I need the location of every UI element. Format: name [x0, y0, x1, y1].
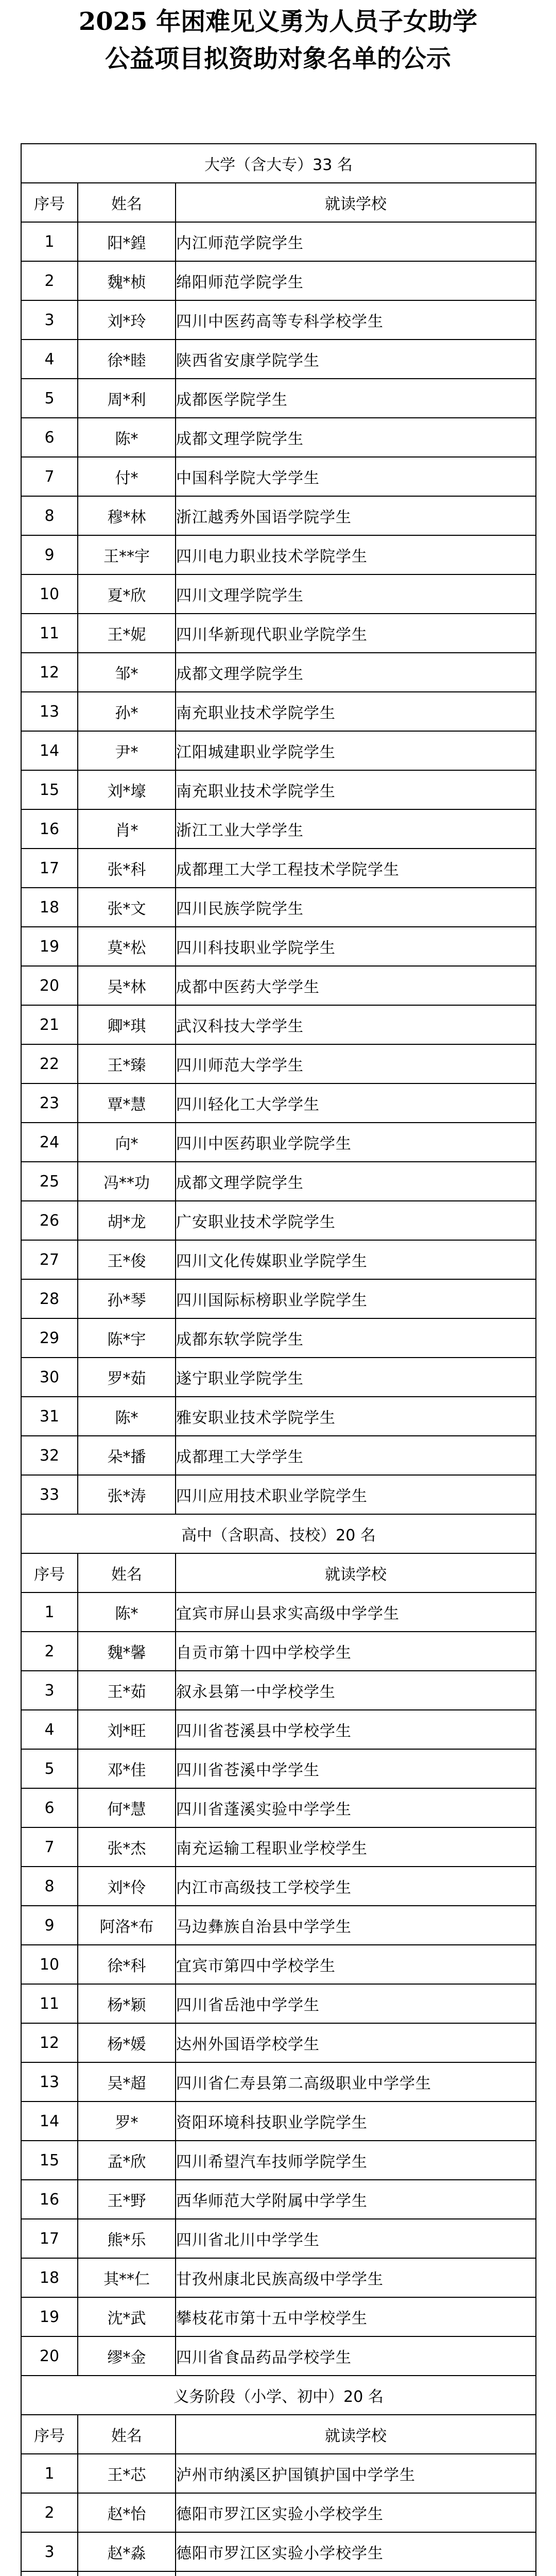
serial-number-cell: 30 [21, 1358, 78, 1397]
table-row [21, 2062, 536, 2102]
table-row [21, 809, 536, 849]
table-row [21, 1162, 536, 1201]
school-cell: 达州外国语学校学生 [176, 2023, 536, 2062]
serial-number-cell: 3 [21, 2532, 78, 2571]
student-name-cell: 熊*乐 [78, 2219, 176, 2258]
table-row [21, 1044, 536, 1083]
school-cell: 雅安职业技术学院学生 [176, 1397, 536, 1436]
table-row [21, 1358, 536, 1397]
student-name-cell: 陈* [78, 1592, 176, 1632]
table-row [21, 340, 536, 379]
school-cell: 成都理工大学学生 [176, 1436, 536, 1475]
table-row [21, 2141, 536, 2180]
student-name-cell: 阳*鍠 [78, 222, 176, 261]
serial-number-cell: 17 [21, 2219, 78, 2258]
student-name-cell: 覃*慧 [78, 1083, 176, 1123]
school-cell: 四川省食品药品学校学生 [176, 2336, 536, 2376]
school-cell: 内江市高级技工学校学生 [176, 1867, 536, 1906]
serial-number-cell: 1 [21, 1592, 78, 1632]
school-cell: 成都理工大学工程技术学院学生 [176, 849, 536, 888]
school-cell: 成都医学院学生 [176, 379, 536, 418]
serial-number-cell: 24 [21, 1123, 78, 1162]
student-name-cell: 邓*佳 [78, 1749, 176, 1788]
school-cell: 武汉科技大学学生 [176, 1005, 536, 1044]
student-name-cell: 朵*播 [78, 1436, 176, 1475]
serial-number-cell: 20 [21, 966, 78, 1005]
school-cell: 西华师范大学附属中学学生 [176, 2180, 536, 2219]
serial-number-cell: 2 [21, 2493, 78, 2532]
student-name-cell: 缪*金 [78, 2336, 176, 2376]
serial-number-cell [21, 2571, 78, 2576]
student-name-cell: 陈*宇 [78, 1318, 176, 1358]
school-cell: 叙永县第一中学校学生 [176, 1671, 536, 1710]
table-row [21, 1984, 536, 2023]
table-row [21, 379, 536, 418]
table-row [21, 261, 536, 300]
serial-number-cell: 19 [21, 2297, 78, 2336]
student-name-cell: 杨*媛 [78, 2023, 176, 2062]
serial-number-cell: 14 [21, 2102, 78, 2141]
header-serial-number: 序号 [21, 183, 78, 222]
student-name-cell: 卿*琪 [78, 1005, 176, 1044]
school-cell: 四川民族学院学生 [176, 888, 536, 927]
serial-number-cell: 29 [21, 1318, 78, 1358]
student-name-cell: 邹* [78, 653, 176, 692]
serial-number-cell: 1 [21, 2454, 78, 2493]
school-cell: 南充运输工程职业学校学生 [176, 1827, 536, 1867]
serial-number-cell: 10 [21, 1945, 78, 1984]
serial-number-cell: 18 [21, 2258, 78, 2297]
student-name-cell: 徐*睦 [78, 340, 176, 379]
school-cell: 成都东软学院学生 [176, 1318, 536, 1358]
header-name: 姓名 [78, 2415, 176, 2454]
school-cell: 宜宾市第四中学校学生 [176, 1945, 536, 1984]
serial-number-cell: 10 [21, 574, 78, 614]
school-cell: 四川轻化工大学学生 [176, 1083, 536, 1123]
school-cell: 中国科学院大学学生 [176, 457, 536, 496]
serial-number-cell: 12 [21, 2023, 78, 2062]
student-name-cell: 向* [78, 1123, 176, 1162]
section-title-row [21, 2376, 536, 2415]
table-row [21, 2532, 536, 2571]
student-name-cell: 尹* [78, 731, 176, 770]
table-row [21, 574, 536, 614]
student-name-cell: 吴*林 [78, 966, 176, 1005]
serial-number-cell: 2 [21, 1632, 78, 1671]
section-title: 大学（含大专）33 名 [21, 144, 536, 183]
table-row [21, 457, 536, 496]
student-name-cell: 陈* [78, 1397, 176, 1436]
student-name-cell: 穆*林 [78, 496, 176, 535]
student-name-cell: 张*涛 [78, 1475, 176, 1514]
table-row [21, 2102, 536, 2141]
student-name-cell: 刘*伶 [78, 1867, 176, 1906]
school-cell: 四川文化传媒职业学院学生 [176, 1240, 536, 1279]
table-row [21, 1083, 536, 1123]
table-row [21, 1279, 536, 1318]
school-cell: 四川电力职业技术学院学生 [176, 535, 536, 574]
notice-title-line-2: 公益项目拟资助对象名单的公示 [105, 44, 451, 73]
serial-number-cell: 32 [21, 1436, 78, 1475]
serial-number-cell: 8 [21, 496, 78, 535]
table-row [21, 927, 536, 966]
student-name-cell: 王*妮 [78, 614, 176, 653]
student-name-cell: 刘*旺 [78, 1710, 176, 1749]
header-serial-number: 序号 [21, 1553, 78, 1592]
table-row [21, 770, 536, 809]
serial-number-cell: 27 [21, 1240, 78, 1279]
school-cell: 南充职业技术学院学生 [176, 770, 536, 809]
school-cell: 甘孜州康北民族高级中学学生 [176, 2258, 536, 2297]
table-row [21, 1475, 536, 1514]
school-cell: 四川希望汽车技师学院学生 [176, 2141, 536, 2180]
student-name-cell: 何*慧 [78, 1788, 176, 1827]
school-cell: 自贡市第十四中学校学生 [176, 1632, 536, 1671]
student-name-cell: 冯**功 [78, 1162, 176, 1201]
table-row [21, 614, 536, 653]
student-name-cell: 孙*琴 [78, 1279, 176, 1318]
student-name-cell: 王*臻 [78, 1044, 176, 1083]
table-row [21, 2219, 536, 2258]
serial-number-cell: 4 [21, 340, 78, 379]
serial-number-cell: 7 [21, 457, 78, 496]
school-cell: 绵阳师范学院学生 [176, 261, 536, 300]
serial-number-cell: 4 [21, 1710, 78, 1749]
student-name-cell: 周*利 [78, 379, 176, 418]
student-name-cell [78, 2571, 176, 2576]
school-cell: 成都文理学院学生 [176, 418, 536, 457]
student-name-cell: 肖* [78, 809, 176, 849]
school-cell: 南充职业技术学院学生 [176, 692, 536, 731]
table-row [21, 653, 536, 692]
serial-number-cell: 25 [21, 1162, 78, 1201]
school-cell: 四川科技职业学院学生 [176, 927, 536, 966]
student-name-cell: 赵*怡 [78, 2493, 176, 2532]
table-row [21, 1788, 536, 1827]
serial-number-cell: 17 [21, 849, 78, 888]
serial-number-cell: 21 [21, 1005, 78, 1044]
serial-number-cell: 5 [21, 379, 78, 418]
table-row [21, 300, 536, 340]
header-name: 姓名 [78, 1553, 176, 1592]
school-cell: 浙江工业大学学生 [176, 809, 536, 849]
table-row [21, 222, 536, 261]
serial-number-cell: 13 [21, 2062, 78, 2102]
section-title: 义务阶段（小学、初中）20 名 [21, 2376, 536, 2415]
school-cell: 泸州市纳溪区护国镇护国中学学生 [176, 2454, 536, 2493]
table-row [21, 1632, 536, 1671]
student-name-cell: 夏*欣 [78, 574, 176, 614]
student-name-cell: 吴*超 [78, 2062, 176, 2102]
student-name-cell: 张*文 [78, 888, 176, 927]
header-name: 姓名 [78, 183, 176, 222]
section-title-row [21, 1514, 536, 1553]
table-row [21, 966, 536, 1005]
serial-number-cell: 11 [21, 614, 78, 653]
table-row [21, 1436, 536, 1475]
table-row [21, 1906, 536, 1945]
table-row [21, 2493, 536, 2532]
student-name-cell: 刘*玲 [78, 300, 176, 340]
school-cell: 成都文理学院学生 [176, 1162, 536, 1201]
student-name-cell: 陈* [78, 418, 176, 457]
school-cell: 马边彝族自治县中学学生 [176, 1906, 536, 1945]
school-cell: 德阳市罗江区实验小学校学生 [176, 2532, 536, 2571]
table-row [21, 1240, 536, 1279]
notice-title-line-1: 2025 年困难见义勇为人员子女助学 [78, 7, 478, 36]
school-cell: 内江师范学院学生 [176, 222, 536, 261]
serial-number-cell: 6 [21, 1788, 78, 1827]
school-cell: 四川中医药高等专科学校学生 [176, 300, 536, 340]
student-name-cell: 罗* [78, 2102, 176, 2141]
serial-number-cell: 13 [21, 692, 78, 731]
serial-number-cell: 15 [21, 770, 78, 809]
serial-number-cell: 23 [21, 1083, 78, 1123]
student-name-cell: 刘*壕 [78, 770, 176, 809]
student-name-cell: 张*杰 [78, 1827, 176, 1867]
school-cell: 广安职业技术学院学生 [176, 1201, 536, 1240]
student-name-cell: 赵*淼 [78, 2532, 176, 2571]
school-cell: 四川中医药职业学院学生 [176, 1123, 536, 1162]
school-cell: 四川省蓬溪实验中学学生 [176, 1788, 536, 1827]
school-cell: 成都文理学院学生 [176, 653, 536, 692]
serial-number-cell: 16 [21, 2180, 78, 2219]
serial-number-cell: 8 [21, 1867, 78, 1906]
serial-number-cell: 6 [21, 418, 78, 457]
school-cell: 成都中医药大学学生 [176, 966, 536, 1005]
serial-number-cell: 12 [21, 653, 78, 692]
column-header-row [21, 183, 536, 222]
table-row [21, 418, 536, 457]
serial-number-cell: 18 [21, 888, 78, 927]
serial-number-cell: 7 [21, 1827, 78, 1867]
student-name-cell: 魏*桢 [78, 261, 176, 300]
table-row [21, 2571, 536, 2576]
table-row [21, 2023, 536, 2062]
student-name-cell: 王*俊 [78, 1240, 176, 1279]
student-name-cell: 其**仁 [78, 2258, 176, 2297]
serial-number-cell: 5 [21, 1749, 78, 1788]
serial-number-cell: 9 [21, 1906, 78, 1945]
section-title: 高中（含职高、技校）20 名 [21, 1514, 536, 1553]
serial-number-cell: 9 [21, 535, 78, 574]
serial-number-cell: 3 [21, 300, 78, 340]
school-cell: 四川省苍溪中学学生 [176, 1749, 536, 1788]
column-header-row [21, 1553, 536, 1592]
serial-number-cell: 11 [21, 1984, 78, 2023]
school-cell: 资阳环境科技职业学院学生 [176, 2102, 536, 2141]
school-cell: 四川省仁寿县第二高级职业中学学生 [176, 2062, 536, 2102]
serial-number-cell: 26 [21, 1201, 78, 1240]
student-name-cell: 徐*科 [78, 1945, 176, 1984]
student-name-cell: 孙* [78, 692, 176, 731]
student-name-cell: 杨*颖 [78, 1984, 176, 2023]
student-name-cell: 莫*松 [78, 927, 176, 966]
table-row [21, 1867, 536, 1906]
school-cell: 浙江越秀外国语学院学生 [176, 496, 536, 535]
table-row [21, 1201, 536, 1240]
column-header-row [21, 2415, 536, 2454]
table-row [21, 2336, 536, 2376]
serial-number-cell: 14 [21, 731, 78, 770]
table-row [21, 1123, 536, 1162]
table-row [21, 496, 536, 535]
school-cell: 攀枝花市第十五中学校学生 [176, 2297, 536, 2336]
school-cell [176, 2571, 536, 2576]
school-cell: 四川华新现代职业学院学生 [176, 614, 536, 653]
table-row [21, 2258, 536, 2297]
table-row [21, 888, 536, 927]
table-row [21, 2297, 536, 2336]
school-cell: 四川省北川中学学生 [176, 2219, 536, 2258]
serial-number-cell: 15 [21, 2141, 78, 2180]
serial-number-cell: 31 [21, 1397, 78, 1436]
school-cell: 江阳城建职业学院学生 [176, 731, 536, 770]
school-cell: 四川文理学院学生 [176, 574, 536, 614]
table-row [21, 1749, 536, 1788]
table-row [21, 692, 536, 731]
school-cell: 陕西省安康学院学生 [176, 340, 536, 379]
table-row [21, 1592, 536, 1632]
table-row [21, 2454, 536, 2493]
serial-number-cell: 1 [21, 222, 78, 261]
student-name-cell: 胡*龙 [78, 1201, 176, 1240]
school-cell: 四川国际标榜职业学院学生 [176, 1279, 536, 1318]
serial-number-cell: 19 [21, 927, 78, 966]
table-row [21, 1005, 536, 1044]
table-row [21, 1710, 536, 1749]
student-name-cell: 王*野 [78, 2180, 176, 2219]
serial-number-cell: 33 [21, 1475, 78, 1514]
table-row [21, 2180, 536, 2219]
serial-number-cell: 20 [21, 2336, 78, 2376]
student-name-cell: 阿洛*布 [78, 1906, 176, 1945]
school-cell: 四川应用技术职业学院学生 [176, 1475, 536, 1514]
serial-number-cell: 3 [21, 1671, 78, 1710]
school-cell: 宜宾市屏山县求实高级中学学生 [176, 1592, 536, 1632]
student-name-cell: 罗*茹 [78, 1358, 176, 1397]
student-name-cell: 王*茹 [78, 1671, 176, 1710]
table-row [21, 849, 536, 888]
table-row [21, 535, 536, 574]
header-school: 就读学校 [176, 2415, 536, 2454]
table-row [21, 1318, 536, 1358]
student-name-cell: 王**宇 [78, 535, 176, 574]
student-name-cell: 沈*武 [78, 2297, 176, 2336]
table-row [21, 1397, 536, 1436]
recipient-table-body [21, 144, 536, 2576]
student-name-cell: 张*科 [78, 849, 176, 888]
serial-number-cell: 22 [21, 1044, 78, 1083]
school-cell: 遂宁职业学院学生 [176, 1358, 536, 1397]
student-name-cell: 魏*馨 [78, 1632, 176, 1671]
table-row [21, 1671, 536, 1710]
school-cell: 四川省苍溪县中学校学生 [176, 1710, 536, 1749]
header-school: 就读学校 [176, 1553, 536, 1592]
serial-number-cell: 28 [21, 1279, 78, 1318]
school-cell: 德阳市罗江区实验小学校学生 [176, 2493, 536, 2532]
serial-number-cell: 16 [21, 809, 78, 849]
student-name-cell: 孟*欣 [78, 2141, 176, 2180]
header-serial-number: 序号 [21, 2415, 78, 2454]
student-name-cell: 王*芯 [78, 2454, 176, 2493]
funding-recipient-table [21, 143, 536, 2576]
section-title-row [21, 144, 536, 183]
table-row [21, 1827, 536, 1867]
student-name-cell: 付* [78, 457, 176, 496]
table-row [21, 1945, 536, 1984]
table-row [21, 731, 536, 770]
header-school: 就读学校 [176, 183, 536, 222]
school-cell: 四川师范大学学生 [176, 1044, 536, 1083]
school-cell: 四川省岳池中学学生 [176, 1984, 536, 2023]
serial-number-cell: 2 [21, 261, 78, 300]
